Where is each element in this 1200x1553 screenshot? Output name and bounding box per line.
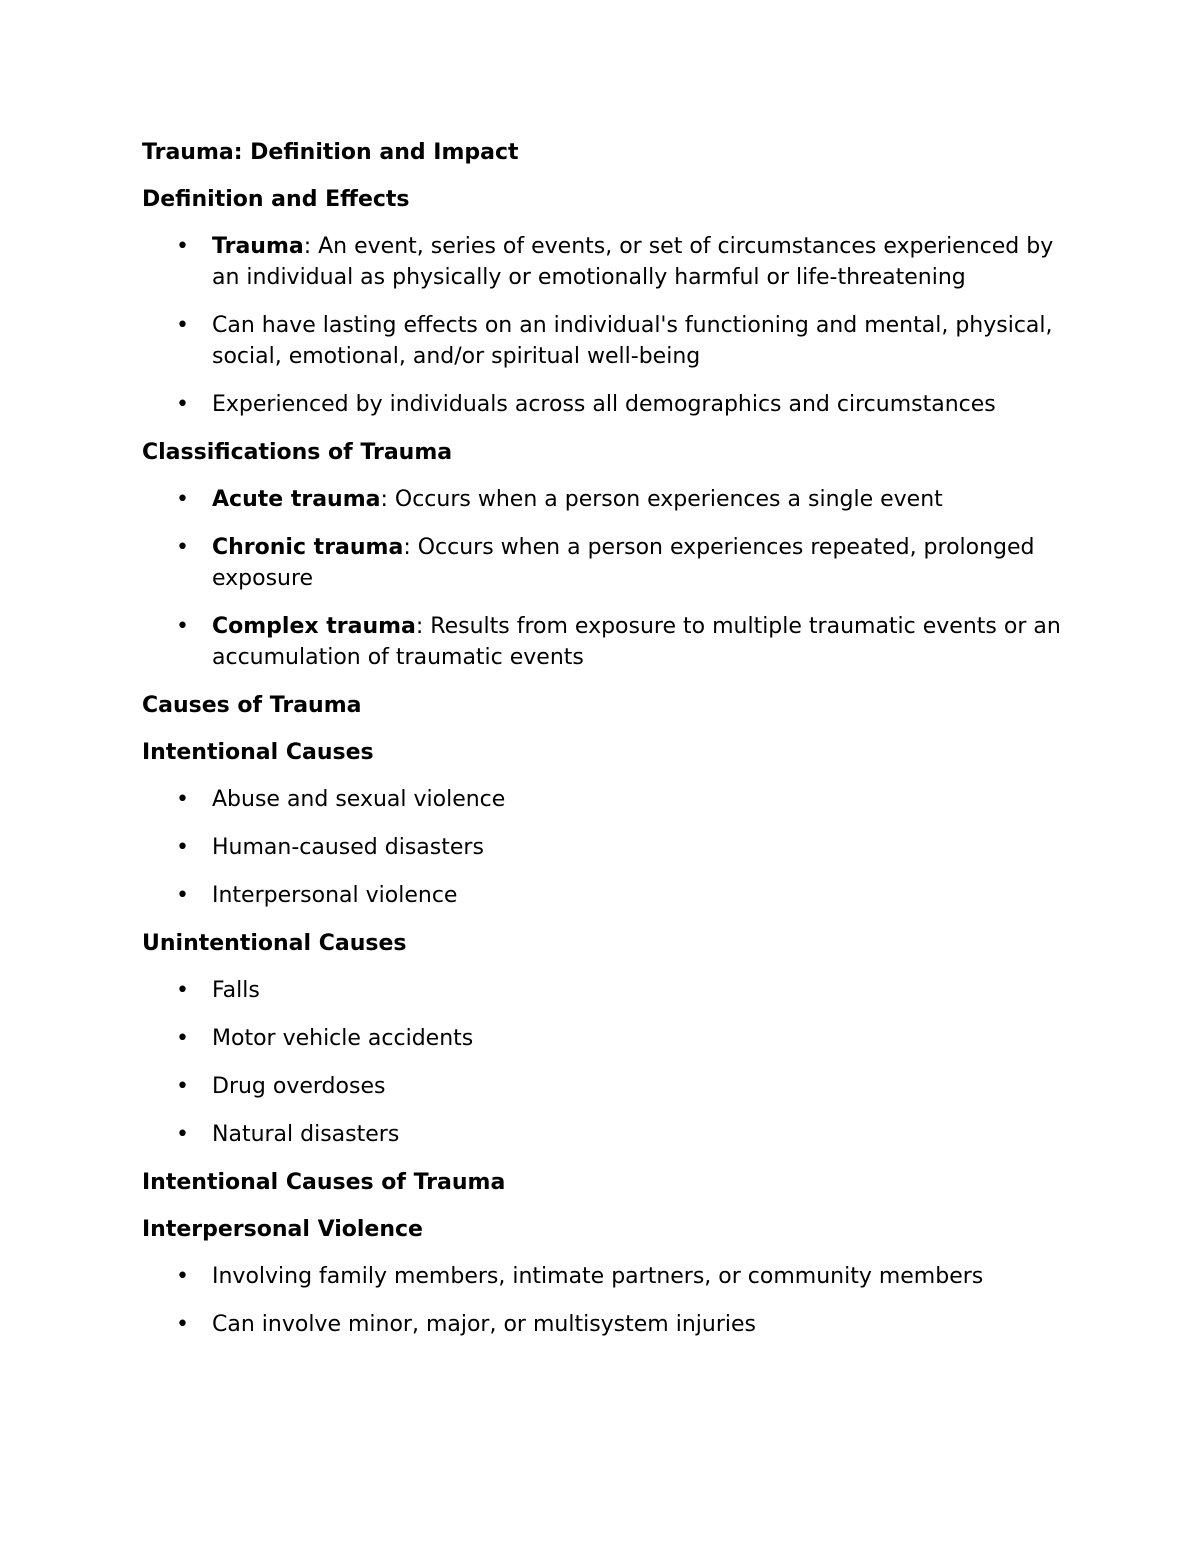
bullet-list xyxy=(142,975,1072,1150)
list-item xyxy=(142,484,1072,515)
bullet-icon: • xyxy=(176,614,189,639)
bullet-icon: • xyxy=(176,313,189,338)
bullet-icon: • xyxy=(176,1122,189,1147)
bullet-icon: • xyxy=(176,234,189,259)
item-term: Complex trauma xyxy=(212,614,416,639)
item-text: Can have lasting effects on an individual's functioning and mental, physical, social, emotional, and/or spiritual well-being xyxy=(212,313,1053,369)
item-text: Experienced by individuals across all demographics and circumstances xyxy=(212,392,996,417)
list-item xyxy=(142,1309,1072,1340)
bullet-icon: • xyxy=(176,1026,189,1051)
list-item xyxy=(142,1071,1072,1102)
list-item xyxy=(142,532,1072,594)
item-text: : Occurs when a person experiences a single event xyxy=(380,487,943,512)
section-heading: Intentional Causes xyxy=(142,740,374,765)
bullet-icon: • xyxy=(176,978,189,1003)
item-text: : Occurs when a person experiences repeated, prolonged exposure xyxy=(212,535,1035,591)
bullet-list xyxy=(142,1261,1072,1340)
section-heading: Definition and Effects xyxy=(142,187,410,212)
list-item xyxy=(142,1119,1072,1150)
item-text: Motor vehicle accidents xyxy=(212,1026,474,1051)
section-heading: Trauma: Definition and Impact xyxy=(142,140,519,165)
item-term: Acute trauma xyxy=(212,487,381,512)
bullet-icon: • xyxy=(176,487,189,512)
bullet-icon: • xyxy=(176,392,189,417)
bullet-list xyxy=(142,231,1072,420)
list-item xyxy=(142,389,1072,420)
list-item xyxy=(142,832,1072,863)
item-text: Falls xyxy=(212,978,260,1003)
bullet-list xyxy=(142,784,1072,911)
bullet-icon: • xyxy=(176,835,189,860)
bullet-icon: • xyxy=(176,535,189,560)
section-heading: Interpersonal Violence xyxy=(142,1217,423,1242)
document-page xyxy=(142,137,1072,1357)
item-text: : Results from exposure to multiple traumatic events or an accumulation of traumatic events xyxy=(212,614,1061,670)
list-item xyxy=(142,611,1072,673)
item-text: Interpersonal violence xyxy=(212,883,458,908)
section-heading: Classifications of Trauma xyxy=(142,440,453,465)
bullet-icon: • xyxy=(176,1074,189,1099)
list-item xyxy=(142,1261,1072,1292)
item-text: Drug overdoses xyxy=(212,1074,386,1099)
item-text: : An event, series of events, or set of circumstances experienced by an individual as physically or emotionally harmful or life-threatening xyxy=(212,234,1054,290)
list-item xyxy=(142,310,1072,372)
bullet-icon: • xyxy=(176,787,189,812)
bullet-icon: • xyxy=(176,1264,189,1289)
bullet-list xyxy=(142,484,1072,673)
section-heading: Causes of Trauma xyxy=(142,693,362,718)
item-text: Human-caused disasters xyxy=(212,835,484,860)
item-text: Natural disasters xyxy=(212,1122,400,1147)
list-item xyxy=(142,231,1072,293)
list-item xyxy=(142,975,1072,1006)
list-item xyxy=(142,880,1072,911)
list-item xyxy=(142,784,1072,815)
list-item xyxy=(142,1023,1072,1054)
item-text: Abuse and sexual violence xyxy=(212,787,506,812)
item-text: Can involve minor, major, or multisystem injuries xyxy=(212,1312,756,1337)
bullet-icon: • xyxy=(176,883,189,908)
bullet-icon: • xyxy=(176,1312,189,1337)
item-term: Chronic trauma xyxy=(212,535,404,560)
section-heading: Unintentional Causes xyxy=(142,931,407,956)
item-term: Trauma xyxy=(212,234,304,259)
section-heading: Intentional Causes of Trauma xyxy=(142,1170,506,1195)
item-text: Involving family members, intimate partners, or community members xyxy=(212,1264,984,1289)
